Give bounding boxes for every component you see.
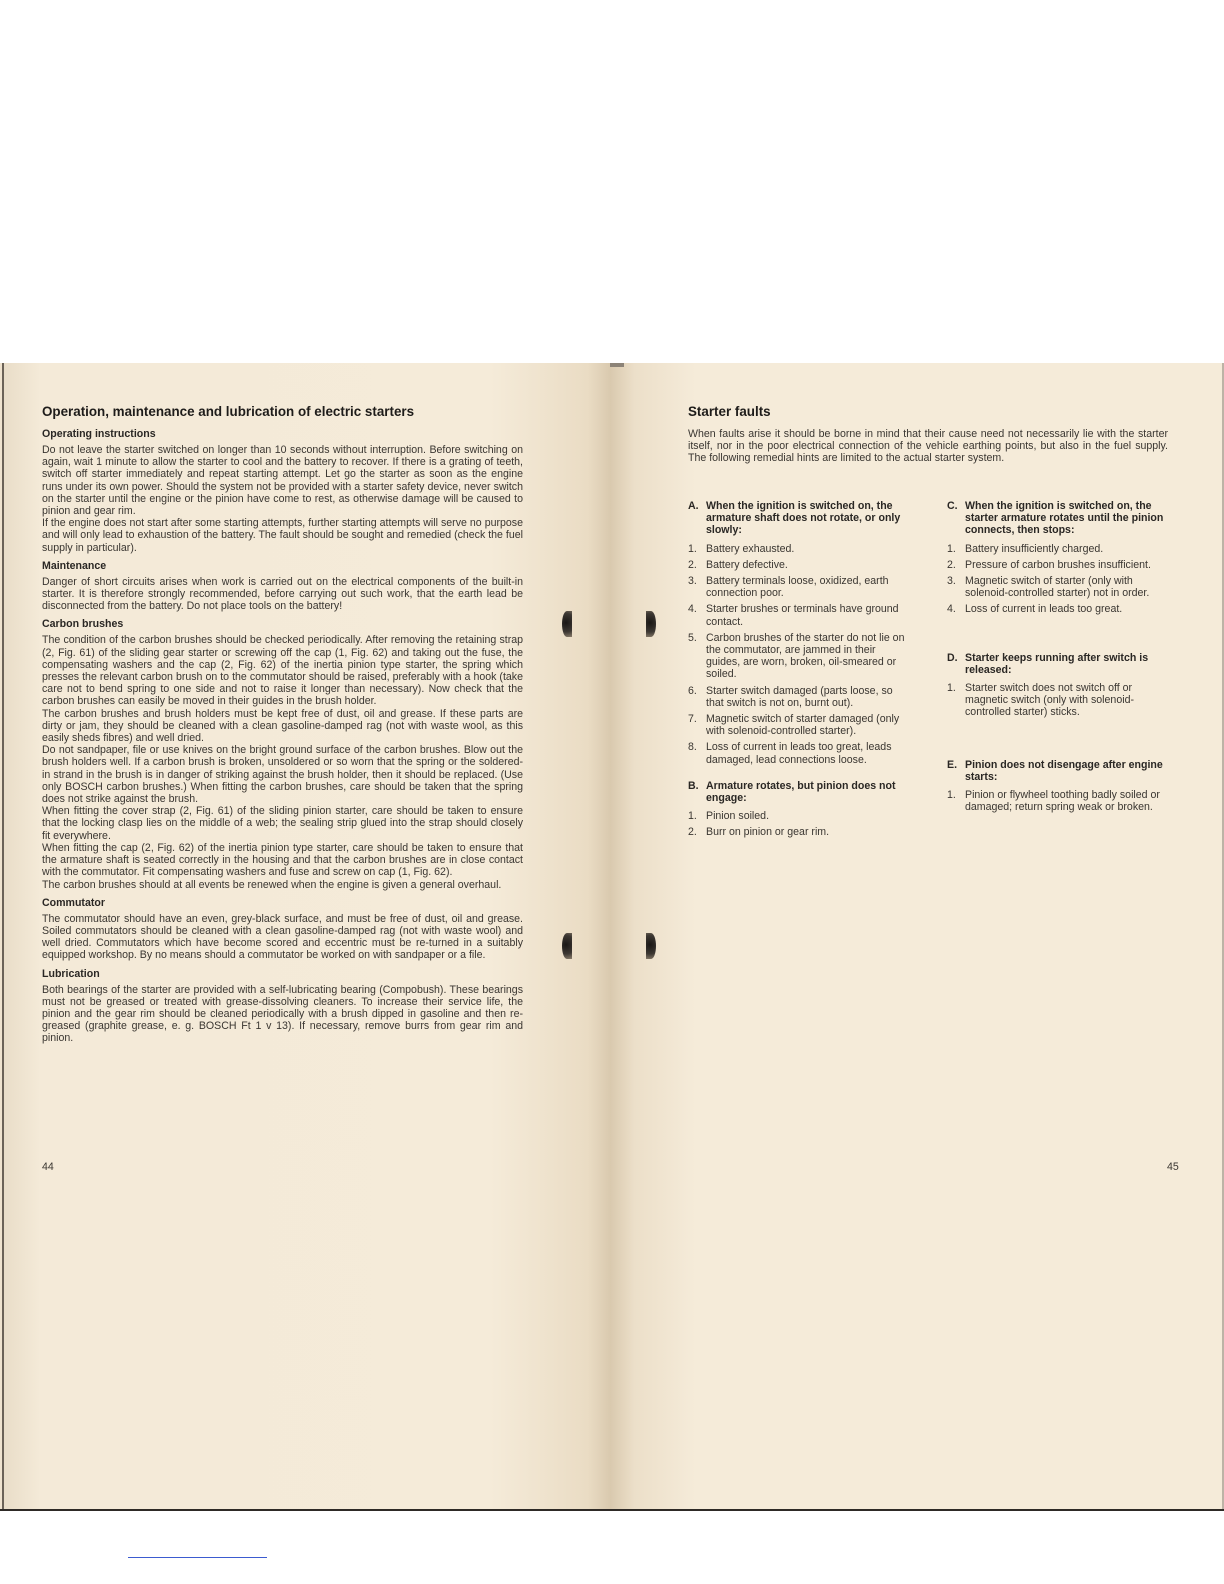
item-text: Pressure of carbon brushes insufficient.: [965, 558, 1151, 571]
item-text: Starter switch damaged (parts loose, so that switch is not on, burnt out).: [706, 684, 893, 709]
group-letter: E.: [947, 758, 958, 771]
item-number: 1.: [688, 542, 697, 555]
list-item: [688, 713, 910, 737]
item-number: 2.: [688, 558, 697, 571]
group-letter: B.: [688, 779, 699, 792]
fault-group-heading: [688, 500, 910, 537]
group-heading-text: When the ignition is switched on, the starter armature rotates until the pinion connects, then stops:: [965, 500, 1164, 537]
list-item: [947, 559, 1169, 571]
fault-group: [947, 759, 1169, 814]
list-item: [688, 741, 910, 765]
binding-hole-right-upper: [646, 611, 656, 637]
paragraph: If the engine does not start after some starting attempts, further starting attempts will serve no purpose and will only lead to exhaustion of the battery. The fault should be sought and remedied (check the fuel supply in particular).: [42, 517, 523, 554]
item-number: 1.: [947, 682, 956, 695]
group-heading-text: Armature rotates, but pinion does not engage:: [706, 779, 896, 805]
left-page-title: Operation, maintenance and lubrication of electric starters: [42, 404, 415, 419]
binding-hole-right-lower: [646, 933, 656, 959]
item-text: Magnetic switch of starter (only with solenoid-controlled starter) not in order.: [965, 575, 1150, 600]
group-heading-text: Starter keeps running after switch is released:: [965, 651, 1149, 676]
fault-group-heading: [947, 652, 1169, 676]
list-item: [688, 575, 910, 599]
list-item: [947, 682, 1169, 719]
paragraph: Do not leave the starter switched on longer than 10 seconds without interruption. Before switching on again, wait 1 minute to allow the starter to cool and the battery to recover. If there is a grating of teeth, switch off starter immediately and repeat starting attempt. Let go the starter as soon as the engine runs under its own power. Should the system not be provided with a starter safety device, never switch on the starter until the engine or the pinion have come to rest, as otherwise damage will be caused to pinion and gear rim.: [42, 444, 523, 518]
fault-list: [688, 543, 910, 766]
item-text: Starter brushes or terminals have ground contact.: [706, 603, 899, 628]
group-letter: C.: [947, 500, 958, 512]
section-heading: Commutator: [42, 896, 105, 909]
binding-hole-left-upper: [562, 611, 572, 637]
list-item: [688, 685, 910, 709]
paragraph: The carbon brushes and brush holders must be kept free of dust, oil and grease. If these parts are dirty or jam, they should be cleaned with a clean gasoline-damped rag (not with waste wool, as this easily sheds fibres) and well dried.: [42, 707, 523, 745]
paragraph: When fitting the cover strap (2, Fig. 61) of the sliding pinion starter, care should be taken to ensure that the locking clasp lies on the middle of a web; the sealing strip glued into the strap should closely fit everywhere.: [42, 805, 523, 842]
list-item: [947, 789, 1169, 813]
fault-group: [947, 652, 1169, 719]
item-number: 7.: [688, 713, 697, 726]
item-number: 8.: [688, 741, 697, 754]
fault-column-left: [688, 500, 910, 843]
paragraph: Do not sandpaper, file or use knives on the bright ground surface of the carbon brushes. Blow out the brush holders well. If a carbon brush is broken, unsoldered or so worn that the spring or the soldered-in strand in the brush is in danger of striking against the brush holder, then it should be replaced. (Use only BOSCH carbon brushes.) When fitting the carbon brushes, care should be taken that the spring does not strike against the brush.: [42, 744, 523, 806]
section-heading: Maintenance: [42, 559, 107, 572]
list-item: [688, 632, 910, 681]
item-number: 2.: [688, 826, 697, 839]
list-item: [688, 559, 910, 571]
item-text: Battery terminals loose, oxidized, earth connection poor.: [706, 575, 889, 600]
item-number: 3.: [688, 575, 697, 588]
paragraph: The carbon brushes should at all events be renewed when the engine is given a general overhaul.: [42, 878, 502, 891]
page-number-right: 45: [1167, 1161, 1179, 1173]
link-underline: [128, 1557, 267, 1558]
item-number: 3.: [947, 575, 956, 588]
item-text: Carbon brushes of the starter do not lie on the commutator, are jammed in their guides, are worn, broken, oil-smeared or soiled.: [706, 631, 905, 681]
list-item: [688, 543, 910, 555]
list-item: [947, 603, 1169, 615]
list-item: [688, 603, 910, 627]
item-text: Burr on pinion or gear rim.: [706, 826, 830, 839]
group-heading-text: Pinion does not disengage after engine starts:: [965, 758, 1163, 783]
fault-group: [947, 500, 1169, 616]
item-number: 4.: [947, 603, 956, 616]
fault-group: [688, 780, 910, 839]
item-text: Pinion soiled.: [706, 810, 770, 823]
fault-group: [688, 500, 910, 766]
group-letter: D.: [947, 651, 958, 664]
fault-column-right: [947, 500, 1169, 817]
section-heading: Lubrication: [42, 967, 100, 980]
item-text: Magnetic switch of starter damaged (only with solenoid-controlled starter).: [706, 713, 900, 738]
page-bottom-edge: [0, 1509, 1224, 1511]
item-number: 2.: [947, 558, 956, 571]
fault-list: [688, 810, 910, 838]
right-page-header: [688, 404, 1168, 465]
list-item: [688, 810, 910, 822]
list-item: [947, 575, 1169, 599]
section-heading: Operating instructions: [42, 428, 156, 440]
item-text: Loss of current in leads too great.: [965, 603, 1123, 616]
item-text: Loss of current in leads too great, leads damaged, lead connections loose.: [706, 741, 892, 766]
item-number: 1.: [947, 789, 956, 802]
binding-hole-left-lower: [562, 933, 572, 959]
intro-paragraph: When faults arise it should be borne in mind that their cause need not necessarily lie with the starter itself, nor in the poor electrical connection of the vehicle earthing points, but also in the fuel supply. The following remedial hints are limited to the actual starter system.: [688, 428, 1168, 465]
item-number: 1.: [688, 810, 697, 823]
paragraph: When fitting the cap (2, Fig. 62) of the inertia pinion type starter, care should be taken to ensure that the armature shaft is seated correctly in the housing and that the carbon brushes are in close contact with the commutator. Fit compensating washers and fuse and screw on cap (1, Fig. 62).: [42, 841, 523, 879]
paragraph: Both bearings of the starter are provided with a self-lubricating bearing (Compobush). These bearings must not be greased or treated with grease-dissolving cleaners. To increase their service life, the pinion and the gear rim should be cleaned periodically with a brush dipped in gasoline and then re-greased (graphite grease, e. g. BOSCH Ft 1 v 13). If necessary, remove burrs from gear rim and pinion.: [42, 983, 523, 1045]
page-number-left: 44: [42, 1161, 54, 1173]
group-heading-text: When the ignition is switched on, the armature shaft does not rotate, or only slowly:: [706, 500, 901, 537]
paragraph: The commutator should have an even, grey-black surface, and must be free of dust, oil and grease. Soiled commutators should be cleaned with a clean gasoline-damped rag (not with waste wool) and well dried. Commutators which have become scored and eccentric must be re-turned in a suitably equipped workshop. By no means should a commutator be worked on with sandpaper or a file.: [42, 912, 523, 962]
group-letter: A.: [688, 500, 699, 512]
item-text: Battery exhausted.: [706, 542, 795, 555]
item-number: 1.: [947, 542, 956, 555]
item-text: Starter switch does not switch off or magnetic switch (only with solenoid-controlled starter) sticks.: [965, 682, 1134, 719]
fault-list: [947, 543, 1169, 616]
list-item: [947, 543, 1169, 555]
gutter-mark: [610, 363, 624, 367]
list-item: [688, 826, 910, 838]
item-number: 4.: [688, 603, 697, 616]
left-page-content: [42, 404, 523, 1045]
item-text: Battery defective.: [706, 558, 788, 571]
item-number: 5.: [688, 631, 697, 644]
right-page-title: Starter faults: [688, 404, 771, 419]
paragraph: The condition of the carbon brushes should be checked periodically. After removing the retaining strap (2, Fig. 61) of the sliding gear starter or screwing off the cap (1, Fig. 62) and taking out the fuse, the compensating washers and the cap (2, Fig. 62) of the inertia pinion type starter, the spring which presses the relevant carbon brush on to the commutator should be raised, preferably with a hook (take care not to bend spring to one side and not to raise it longer than necessary). Now check that the carbon brushes can easily be moved in their guides in the brush holder.: [42, 634, 523, 708]
section-heading: Carbon brushes: [42, 618, 124, 631]
item-number: 6.: [688, 684, 697, 697]
fault-group-heading: [688, 780, 910, 804]
fault-list: [947, 789, 1169, 813]
item-text: Pinion or flywheel toothing badly soiled or damaged; return spring weak or broken.: [965, 789, 1160, 814]
paragraph: Danger of short circuits arises when work is carried out on the electrical components of the built-in starter. It is therefore strongly recommended, before carrying out such work, that the earth lead be disconnected from the battery. Do not place tools on the battery!: [42, 575, 523, 613]
fault-group-heading: [947, 500, 1169, 537]
fault-group-heading: [947, 759, 1169, 783]
item-text: Battery insufficiently charged.: [965, 542, 1104, 555]
fault-list: [947, 682, 1169, 719]
